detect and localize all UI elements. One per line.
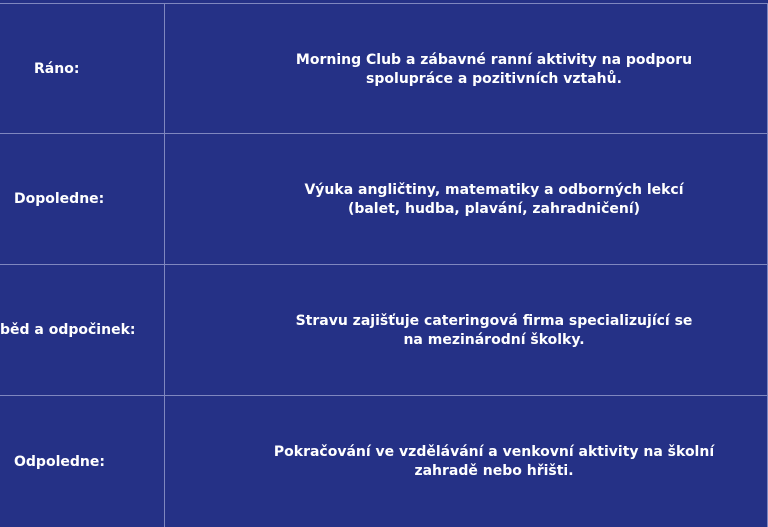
row-description-line: na mezinárodní školky. [403,332,585,348]
row-description-line: Pokračování ve vzdělávání a venkovní aktivity na školní [273,444,715,460]
row-description [240,312,748,350]
row-description-line: spolupráce a pozitivních vztahů. [366,71,622,87]
column-divider [164,3,165,527]
row-description [240,443,748,481]
row-label: Ráno: [34,60,80,77]
row-description [240,181,748,219]
row-label: běd a odpočinek: [0,321,136,338]
row-description-line: Výuka angličtiny, matematiky a odborných lekcí [304,182,684,198]
row-description-line: (balet, hudba, plavání, zahradničení) [347,201,641,217]
row-description-line: zahradě nebo hřišti. [414,463,574,479]
row-description-line: Stravu zajišťuje cateringová firma specializující se [295,313,693,329]
row-description-line: Morning Club a zábavné ranní aktivity na podporu [295,52,693,68]
schedule-row-afternoon [0,395,768,527]
row-label: Odpoledne: [14,453,105,470]
row-label: Dopoledne: [14,190,105,207]
schedule-row-lunch [0,264,768,394]
row-description [240,51,748,89]
schedule-row-forenoon [0,133,768,263]
schedule-row-morning [0,3,768,133]
